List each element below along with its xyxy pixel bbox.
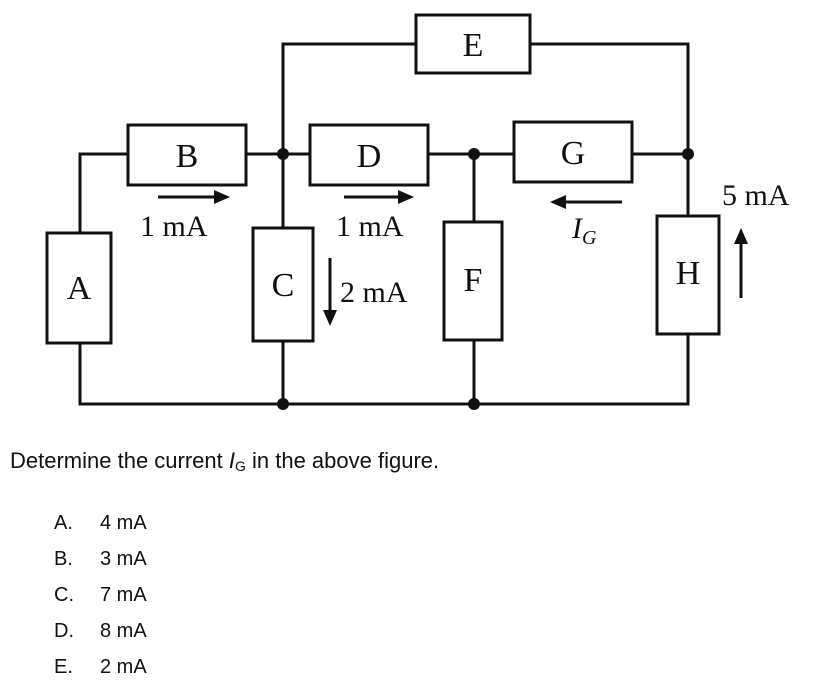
current-arrow-d [344,190,414,204]
question-before: Determine the current [10,448,229,473]
node-dg [468,148,480,160]
option-text: 4 mA [100,512,147,534]
component-a [47,233,111,343]
component-a-label: A [66,270,92,307]
component-c [253,228,313,341]
component-h [657,216,719,334]
option-letter: B. [54,548,73,570]
current-label-h: 5 mA [722,179,790,212]
component-b [128,125,246,185]
component-f-label: F [463,262,483,299]
option-text: 3 mA [100,548,147,570]
question-text [10,448,439,474]
option-letter: D. [54,620,74,642]
component-h-label: H [675,255,701,292]
question-after: in the above figure. [245,448,440,473]
option-letter: E. [54,656,73,678]
component-e [416,15,530,73]
node-gh [682,148,694,160]
component-d-label: D [356,138,382,175]
current-label-c: 2 mA [340,276,408,309]
component-b-label: B [175,138,199,175]
component-d [310,125,428,185]
component-e-label: E [462,27,484,64]
option-text: 2 mA [100,656,147,678]
current-label-b: 1 mA [140,210,208,243]
option-b[interactable] [54,541,147,577]
question-symbol: I [228,448,235,473]
question-subscript: G [235,458,246,474]
option-a[interactable] [54,505,147,541]
component-g-label: G [560,135,586,172]
option-e[interactable] [54,649,147,685]
current-arrow-c [323,258,337,326]
component-g [514,122,632,182]
node-bottom-f [468,398,480,410]
option-letter: A. [54,512,73,534]
node-bottom-c [277,398,289,410]
option-c[interactable] [54,577,147,613]
component-c-label: C [271,267,295,304]
current-arrow-h [734,228,748,298]
current-label-g: $I_G$ [572,212,597,249]
component-f [444,222,502,340]
option-text: 7 mA [100,584,147,606]
current-arrow-b [158,190,230,204]
current-label-d: 1 mA [336,210,404,243]
option-d[interactable] [54,613,147,649]
option-text: 8 mA [100,620,147,642]
node-bd [277,148,289,160]
option-letter: C. [54,584,74,606]
answer-options [54,505,147,685]
current-arrow-g [550,195,622,209]
